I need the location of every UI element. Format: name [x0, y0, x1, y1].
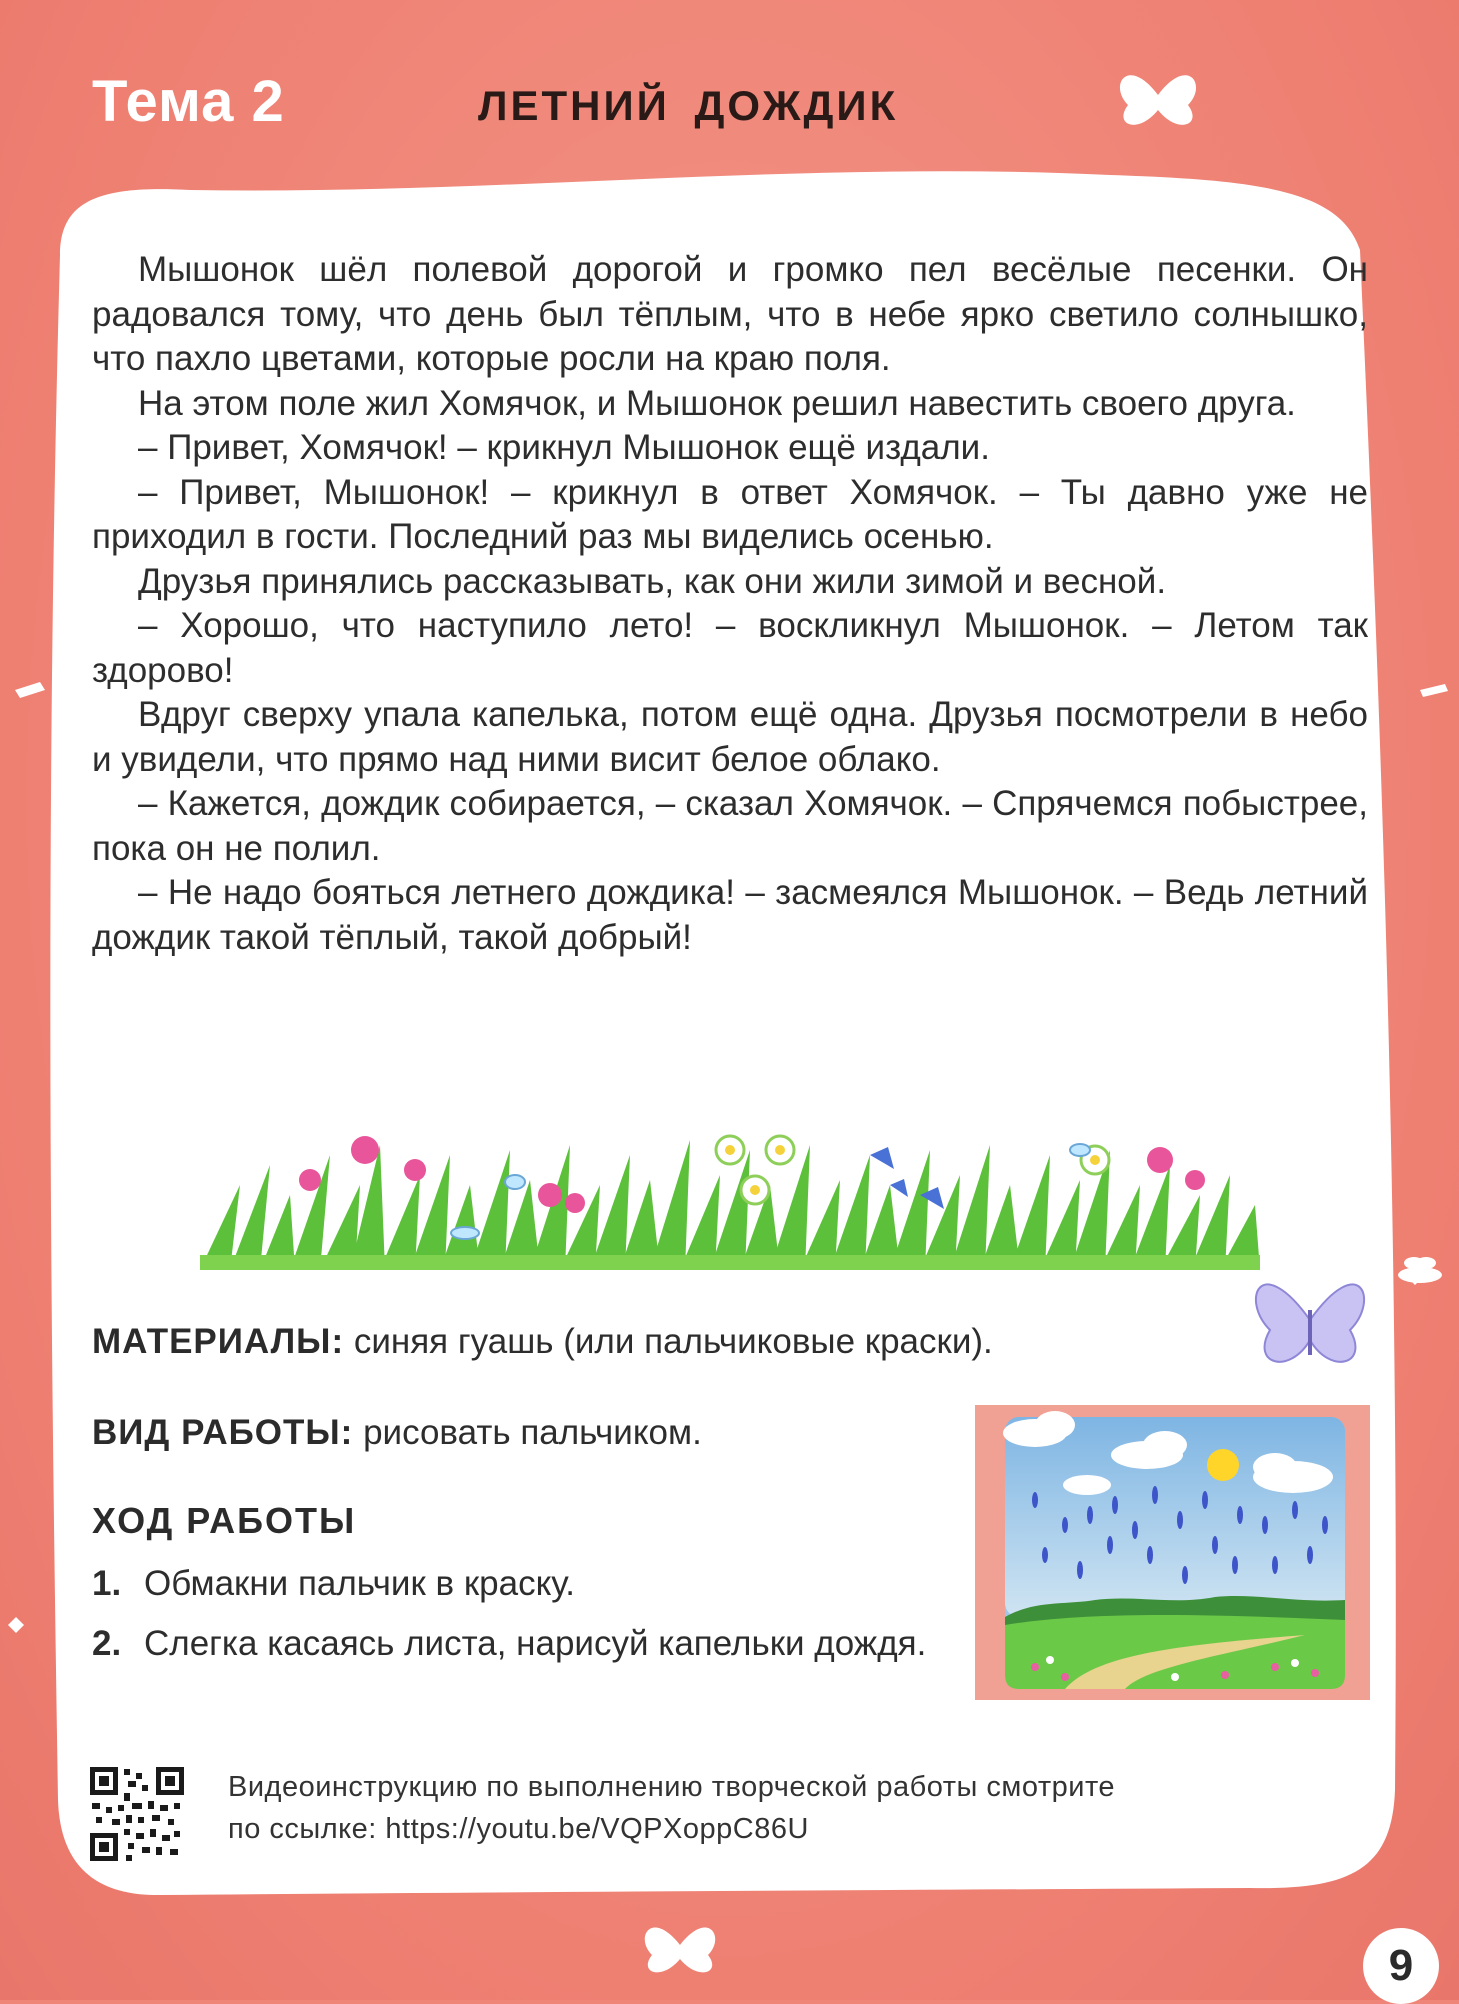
sun-icon [1207, 1449, 1239, 1481]
page-number: 9 [1363, 1928, 1439, 2004]
story-paragraph: Мышонок шёл полевой дорогой и громко пел весёлые песенки. Он радовался тому, что день был тёплым, что в небе ярко светило солнышко, что пахло цветами, которые росли на краю поля. [92, 250, 1368, 378]
story-paragraph: – Кажется, дождик собирается, – сказал Хомячок. – Спрячемся побыстрее, пока он не полил. [92, 784, 1368, 868]
butterfly-icon [645, 1928, 715, 1973]
materials-value: синяя гуашь (или пальчиковые краски). [353, 1322, 993, 1361]
qr-code[interactable] [90, 1767, 184, 1861]
butterfly-icon [1120, 75, 1196, 125]
topic-label: Тема 2 [92, 69, 285, 134]
materials-label: МАТЕРИАЛЫ: [92, 1322, 345, 1361]
step-text: Слегка касаясь листа, нарисуй капельки дождя. [144, 1624, 927, 1663]
story-paragraph: Вдруг сверху упала капелька, потом ещё одна. Друзья посмотрели в небо и увидели, что прямо над ними висит белое облако. [92, 695, 1368, 779]
story-paragraph: – Привет, Хомячок! – крикнул Мышонок ещё издали. [138, 428, 990, 467]
video-link-line [228, 1808, 1288, 1850]
step-text: Обмакни пальчик в краску. [144, 1564, 575, 1603]
step-number: 2. [92, 1624, 122, 1663]
video-link-prefix: по ссылке: [228, 1813, 377, 1845]
work-type-label: ВИД РАБОТЫ: [92, 1413, 354, 1452]
step-item [92, 1622, 942, 1666]
steps-title: ХОД РАБОТЫ [92, 1500, 357, 1541]
materials-row [92, 1322, 993, 1362]
bee-icon [1398, 1257, 1442, 1283]
story-paragraph: Друзья принялись рассказывать, как они жили зимой и весной. [138, 561, 1167, 601]
story-text [92, 248, 1368, 960]
page-title: ЛЕТНИЙ ДОЖДИК [478, 82, 899, 129]
step-item [92, 1562, 942, 1606]
grass-flowers-illustration [200, 1125, 1260, 1275]
step-number: 1. [92, 1564, 122, 1603]
story-paragraph: – Не надо бояться летнего дождика! – засмеялся Мышонок. – Ведь летний дождик такой тёплый, такой добрый! [92, 873, 1368, 957]
story-paragraph: На этом поле жил Хомячок, и Мышонок решил навестить своего друга. [138, 383, 1296, 423]
video-link[interactable]: https://youtu.be/VQPXoppC86U [385, 1813, 809, 1845]
story-paragraph: – Хорошо, что наступило лето! – воскликнул Мышонок. – Летом так здорово! [92, 606, 1368, 690]
video-instruction-text [228, 1766, 1288, 1850]
rain-picture-example [975, 1405, 1370, 1700]
story-paragraph: – Привет, Мышонок! – крикнул в ответ Хомячок. – Ты давно уже не приходил в гости. Последний раз мы виделись осенью. [92, 472, 1368, 556]
work-type-row [92, 1413, 702, 1453]
work-type-value: рисовать пальчиком. [363, 1413, 702, 1452]
video-instruction-line: Видеоинструкцию по выполнению творческой работы смотрите [228, 1771, 1116, 1803]
